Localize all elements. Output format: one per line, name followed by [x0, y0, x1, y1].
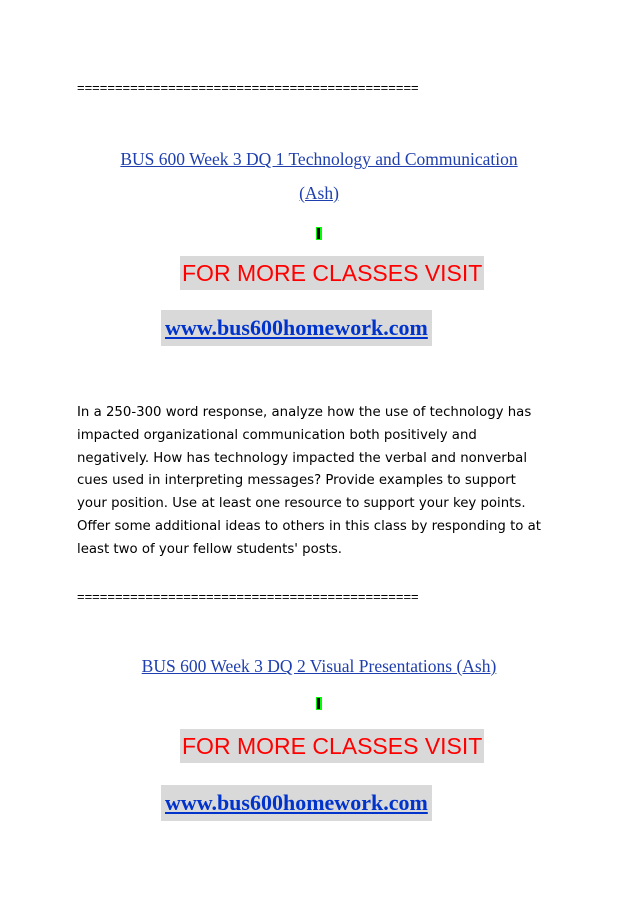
course-title-link-dq1-line1[interactable]: BUS 600 Week 3 DQ 1 Technology and Communication	[120, 149, 518, 169]
visit-label: FOR MORE CLASSES VISIT	[180, 729, 484, 763]
body-line: cues used in interpreting messages? Provide examples to support	[77, 473, 516, 489]
website-link[interactable]: www.bus600homework.com	[161, 785, 432, 821]
course-title-link-dq1-line2[interactable]: (Ash)	[299, 183, 339, 203]
body-line: Offer some additional ideas to others in this class by responding to at	[77, 518, 542, 534]
body-line: negatively. How has technology impacted the verbal and nonverbal	[77, 450, 528, 466]
separator-line-middle: =============================================	[77, 589, 419, 604]
website-link[interactable]: www.bus600homework.com	[161, 310, 432, 346]
highlight-marker	[316, 227, 322, 240]
body-line: In a 250-300 word response, analyze how the use of technology has	[77, 405, 532, 420]
body-line: impacted organizational communication both positively and	[77, 427, 477, 443]
body-line: your position. Use at least one resource to support your key points.	[77, 496, 526, 512]
body-line: least two of your fellow students' posts.	[77, 541, 343, 557]
question-body	[77, 402, 577, 562]
visit-label: FOR MORE CLASSES VISIT	[180, 256, 484, 290]
highlight-marker	[316, 697, 322, 710]
separator-line-top: =============================================	[77, 80, 419, 95]
course-title-link-dq2[interactable]: BUS 600 Week 3 DQ 2 Visual Presentations (Ash)	[141, 656, 497, 676]
